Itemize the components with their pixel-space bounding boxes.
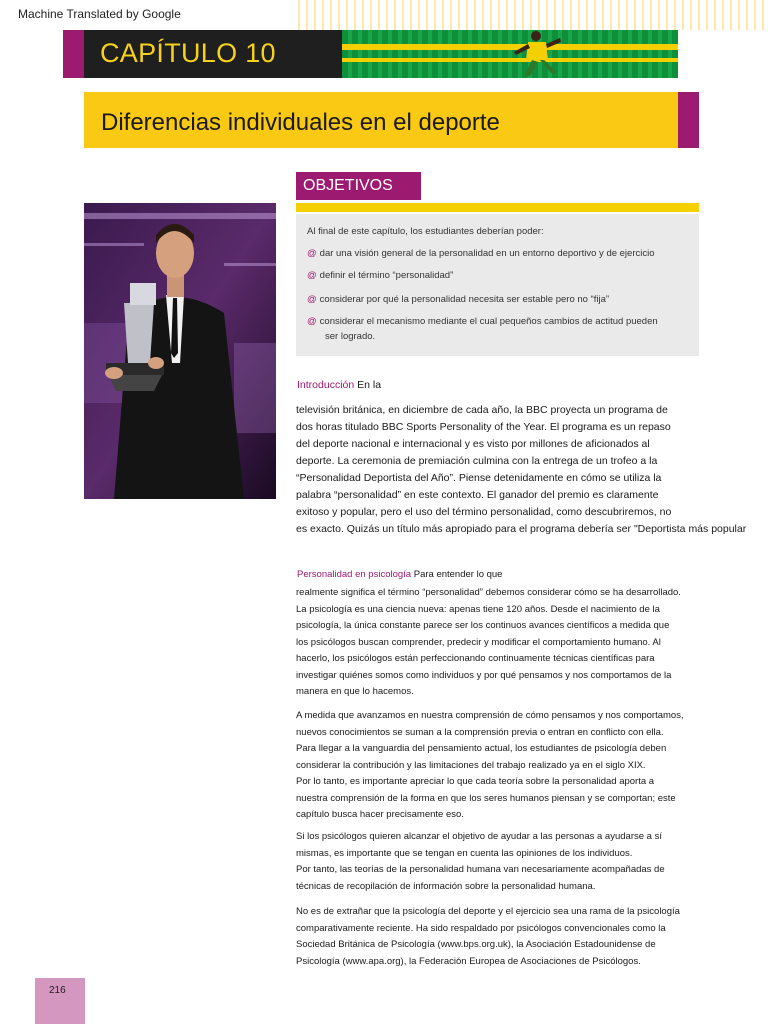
- psychology-paragraph-4: No es de extrañar que la psicología del deporte y el ejercicio sea una rama de la psicología comparativamente reciente. Ha sido respaldado por psicólogos convencionales como la Sociedad Británica de Psicología (www.bps.org.uk), la Asociación Estadounidense de Psicología (www.apa.org), la Federación Europea de Asociaciones de Psicólogos.: [296, 906, 680, 967]
- objective-item: @ dar una visión general de la personalidad en un entorno deportivo y de ejercicio: [307, 248, 655, 259]
- subtitle-accent: [678, 92, 699, 148]
- at-bullet-icon: @: [307, 294, 317, 305]
- page-number: 216: [49, 985, 66, 996]
- objective-item: @ definir el término “personalidad”: [307, 270, 454, 281]
- decorative-stripes: [298, 0, 768, 30]
- psychology-label: Personalidad en psicología: [297, 569, 412, 580]
- objectives-intro: Al final de este capítulo, los estudiantes deberían poder:: [307, 226, 544, 237]
- introduction-label: Introducción: [297, 379, 355, 391]
- psychology-paragraph-2: A medida que avanzamos en nuestra comprensión de cómo pensamos y nos comportamos, nuevos conocimientos se suman a la comprensión previa o entran en conflicto con ella. Para llegar a la vanguardia del pensamiento actual, los estudiantes de psicología deben considerar la contribución y las limitaciones del trabajo realizado ya en el siglo XIX. Por lo tanto, es importante apreciar lo que cada teoría sobre la personalidad aporta a nuestra comprensión de la forma en que los seres humanos piensan y se comportan; este capítulo busca hacer precisamente eso.: [296, 710, 684, 820]
- psychology-paragraph-1: realmente significa el término “personalidad” debemos considerar cómo se ha desarrollado. La psicología es una ciencia nueva: apenas tiene 120 años. Desde el nacimiento de la psicología, la única constante parece ser los continuos avances científicos a medida que los psicólogos buscan comprender, predecir y modificar el comportamiento humano. Al hacerlo, los psicólogos están perfeccionando continuamente técnicas científicas para investigar quiénes somos como individuos y por qué pensamos y nos comportamos de la manera en que lo hacemos.: [296, 587, 681, 697]
- objectives-heading: OBJETIVOS: [296, 172, 421, 200]
- chapter-accent: [63, 30, 84, 78]
- sprinter-banner-image: [342, 30, 678, 78]
- chapter-subtitle: Diferencias individuales en el deporte: [101, 109, 500, 136]
- objective-item: @ considerar el mecanismo mediante el cual pequeños cambios de actitud pueden: [307, 316, 658, 327]
- psychology-lead: Personalidad en psicología Para entender lo que: [297, 569, 503, 580]
- psychology-paragraph-3: Si los psicólogos quieren alcanzar el objetivo de ayudar a las personas a ayudarse a sí mismas, es importante que se tengan en cuenta las opiniones de los individuos. Por tanto, las teorías de la personalidad humana van necesariamente acompañadas de técnicas de recopilación de información sobre la personalidad humana.: [296, 831, 665, 892]
- at-bullet-icon: @: [307, 270, 317, 281]
- sprinter-figure: [502, 30, 572, 78]
- objectives-rule: [296, 203, 699, 212]
- introduction-lead: Introducción En la: [297, 379, 382, 391]
- at-bullet-icon: @: [307, 248, 317, 259]
- trophy-winner-photo: [84, 203, 276, 499]
- introduction-body: televisión británica, en diciembre de cada año, la BBC proyecta un programa de dos horas titulado BBC Sports Personality of the Year. El programa es un repaso del deporte nacional e internacional y es visto por millones de aficionados al deporte. La ceremonia de premiación culmina con la entrega de un trofeo a la “Personalidad Deportista del Año”. Piense detenidamente en cómo se utiliza la palabra “personalidad” en este contexto. El ganador del premio es claramente exitoso y popular, pero el uso del término personalidad, como descubriremos, no es exacto. Quizás un título más apropiado para el programa debería ser "Deportista más popular: [296, 404, 747, 535]
- objective-item: @ considerar por qué la personalidad necesita ser estable pero no “fija”: [307, 294, 610, 305]
- at-bullet-icon: @: [307, 316, 317, 327]
- chapter-title: CAPÍTULO 10: [100, 38, 276, 68]
- machine-translation-banner: Machine Translated by Google: [18, 7, 181, 21]
- objective-item-continuation: ser logrado.: [325, 331, 376, 342]
